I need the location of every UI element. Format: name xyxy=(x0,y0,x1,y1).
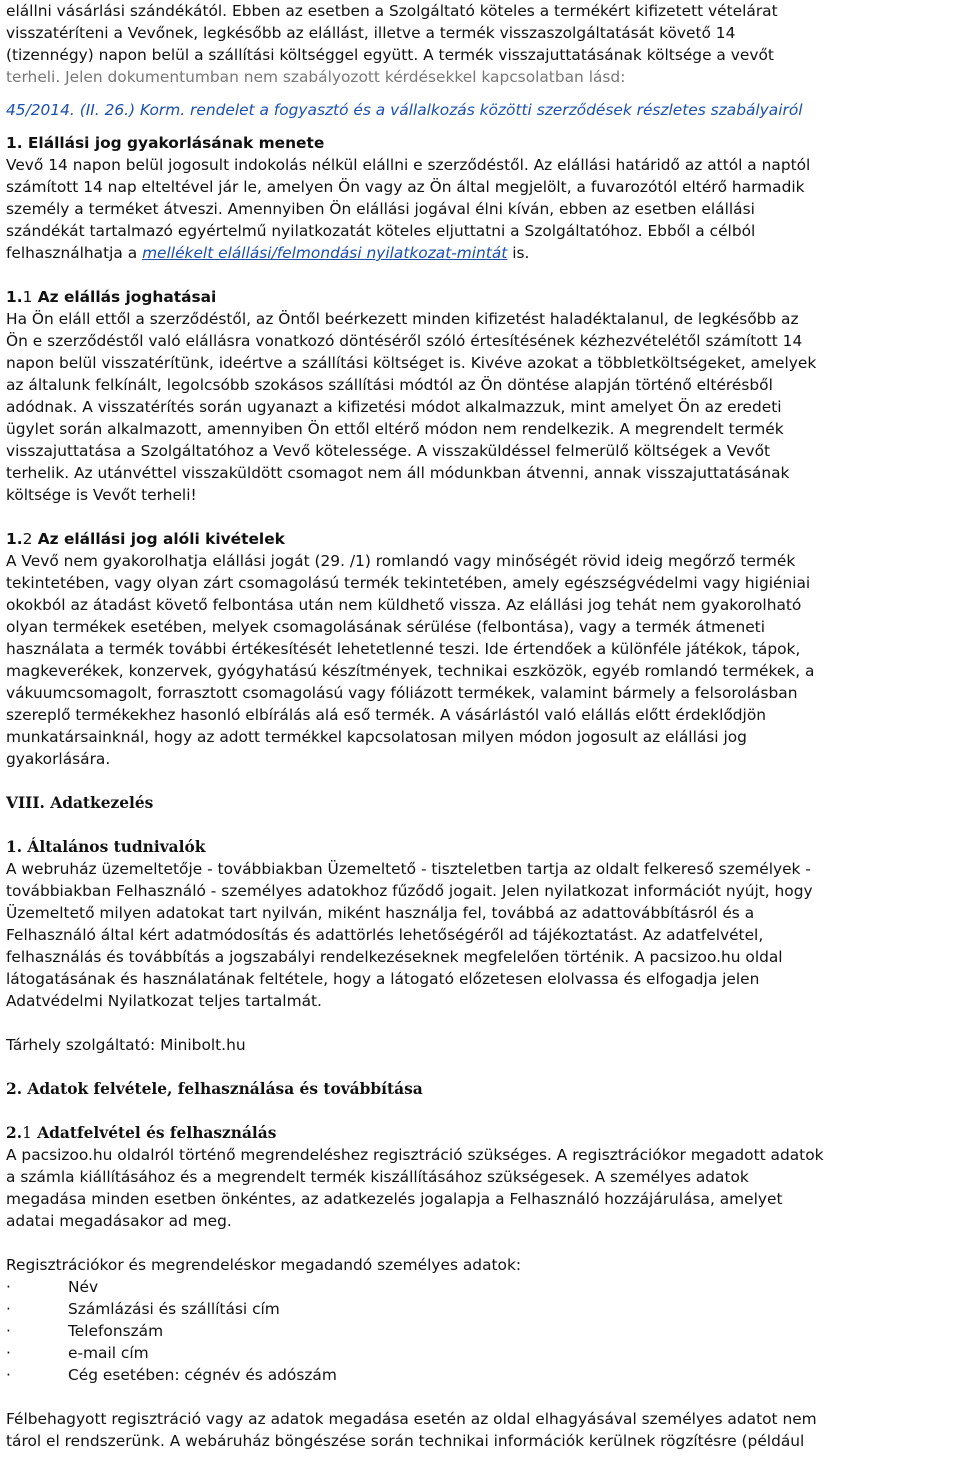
intro-paragraph xyxy=(6,0,956,88)
paragraph-line: olyan termékek esetében, melyek csomagolásának sérülése (felbontása), vagy a termék átmeneti xyxy=(6,618,765,636)
paragraph-line: munkatársainknál, hogy az adott termékkel kapcsolatosan milyen módon jogosult az elállási jog xyxy=(6,728,747,746)
list-item xyxy=(6,1342,956,1364)
withdrawal-form-link[interactable]: mellékelt elállási/felmondási nyilatkozat-mintát xyxy=(142,244,508,262)
section-withdrawal-procedure xyxy=(6,132,956,264)
paragraph-line: napon belül visszatérítünk, ideértve a szállítási költséget is. Kivéve azokat a többletköltségeket, amelyek xyxy=(6,354,817,372)
paragraph-line: vákuumcsomagolt, forrasztott csomagolású vagy fóliázott termékek, valamint bármely a felsorolásban xyxy=(6,684,798,702)
list-item xyxy=(6,1320,956,1342)
section-title: Az elállás joghatásai xyxy=(32,288,217,306)
paragraph-line: számított 14 nap elteltével jár le, amelyen Ön vagy az Ön által megjelölt, a fuvarozótól eltérő harmadik xyxy=(6,178,805,196)
paragraph-line: költsége is Vevőt terheli! xyxy=(6,486,197,504)
paragraph-line: felhasználás és továbbítás a jogszabályi rendelkezéseknek megfelelően történik. A pacsizoo.hu oldal xyxy=(6,948,783,966)
paragraph-line: Felhasználó által kért adatmódosítás és adattörlés lehetőségéről ad tájékoztatást. Az adatfelvétel, xyxy=(6,926,764,944)
paragraph-line: adódnak. A visszatérítés során ugyanazt a kifizetési módot alkalmazzuk, mint amelyet Ön az eredeti xyxy=(6,398,782,416)
bullet-mark: · xyxy=(6,1366,11,1384)
paragraph-line: Ön e szerződéstől való elállásra vonatkozó döntéséről szóló értesítésének kézhezvételétől számított 14 xyxy=(6,332,803,350)
bullet-mark: · xyxy=(6,1278,11,1296)
paragraph-line: okokból az átadást követő felbontása után nem küldhető vissza. Az elállási jog tehát nem gyakorolható xyxy=(6,596,802,614)
paragraph-line: Ha Ön eláll ettől a szerződéstől, az Öntől beérkezett minden kifizetést haladéktalanul, de legkésőbb az xyxy=(6,310,799,328)
paragraph-line: megadása minden esetben önkéntes, az adatkezelés jogalapja a Felhasználó hozzájárulása, amelyet xyxy=(6,1190,783,1208)
law-reference-link[interactable]: 45/2014. (II. 26.) Korm. rendelet a fogyasztó és a vállalkozás közötti szerződések részletes szabályairól xyxy=(6,101,803,119)
paragraph-line: magkeverékek, konzervek, gyógyhatású készítmények, technikai eszközök, egyéb romlandó termékek, a xyxy=(6,662,815,680)
section-general-info xyxy=(6,836,956,1056)
section-subnumber: 1 xyxy=(22,1124,32,1142)
paragraph-line: továbbiakban Felhasználó - személyes adatokhoz fűződő jogait. Jelen nyilatkozat információt nyújt, hogy xyxy=(6,882,813,900)
list-item-text: Telefonszám xyxy=(68,1322,164,1340)
section-title: Adatfelvétel és felhasználás xyxy=(31,1124,277,1142)
line-text: is. xyxy=(507,244,530,262)
paragraph-line: személy a terméket átveszi. Amennyiben Ön elállási jogával élni kíván, ebben az esetben elállási xyxy=(6,200,755,218)
paragraph-line: A webruház üzemeltetője - továbbiakban Üzemeltető - tiszteletben tartja az oldalt felkereső személyek - xyxy=(6,860,811,878)
section-heading: 2. Adatok felvétele, felhasználása és továbbítása xyxy=(6,1080,423,1098)
intro-line: terheli. Jelen dokumentumban nem szabályozott kérdésekkel kapcsolatban lásd: xyxy=(6,68,626,86)
section-number: 1. xyxy=(6,530,23,548)
list-item xyxy=(6,1276,956,1298)
paragraph-line: A Vevő nem gyakorolhatja elállási jogát (29. /1) romlandó vagy minőségét rövid ideig megőrző termék xyxy=(6,552,796,570)
section-number: 2. xyxy=(6,1124,23,1142)
list-item xyxy=(6,1364,956,1386)
paragraph-line: visszajuttatása a Szolgáltatóhoz a Vevő kötelessége. A visszaküldéssel felmerülő költségek a Vevőt xyxy=(6,442,771,460)
intro-line: visszatéríteni a Vevőnek, legkésőbb az elállást, illetve a termék visszaszolgáltatását követő 14 xyxy=(6,24,736,42)
section-withdrawal-exceptions xyxy=(6,528,956,770)
list-item-text: Cég esetében: cégnév és adószám xyxy=(68,1366,337,1384)
paragraph-line: látogatásának és használatának feltétele, hogy a látogató előzetesen elolvassa és elfogadja jelen xyxy=(6,970,760,988)
paragraph-line: Vevő 14 napon belül jogosult indokolás nélkül elállni e szerződéstől. Az elállási határidő az attól a naptól xyxy=(6,156,811,174)
paragraph-line: tárol el rendszerünk. A webáruház böngészése során technikai információk kerülnek rögzítésre (például xyxy=(6,1432,805,1450)
section-heading: 1. Elállási jog gyakorlásának menete xyxy=(6,134,325,152)
section-title: Az elállási jog alóli kivételek xyxy=(32,530,285,548)
section-subnumber: 2 xyxy=(22,530,33,548)
paragraph-line: a számla kiállításához és a megrendelt termék kiszállításához szükségesek. A személyes adatok xyxy=(6,1168,749,1186)
list-item-text: e-mail cím xyxy=(68,1344,149,1362)
bullet-mark: · xyxy=(6,1344,11,1362)
intro-line: elállni vásárlási szándékától. Ebben az esetben a Szolgáltató köteles a termékért kifizetett vételárat xyxy=(6,2,778,20)
list-item xyxy=(6,1298,956,1320)
intro-line: (tizennégy) napon belül a szállítási költséggel együtt. A termék visszajuttatásának költsége a vevőt xyxy=(6,46,774,64)
list-item-text: Számlázási és szállítási cím xyxy=(68,1300,280,1318)
bullet-mark: · xyxy=(6,1300,11,1318)
section-number: 1. xyxy=(6,288,23,306)
paragraph-line: használata a termék további értékesítését lehetetlenné teszi. Ide értendőek a különféle játékok, tápok, xyxy=(6,640,801,658)
paragraph-line: ügylet során alkalmazott, amennyiben Ön ettől eltérő módon nem rendelkezik. A megrendelt termék xyxy=(6,420,784,438)
section-heading xyxy=(6,286,956,308)
section-heading: 1. Általános tudnivalók xyxy=(6,838,206,856)
section-withdrawal-effects xyxy=(6,286,956,506)
paragraph-line: Adatvédelmi Nyilatkozat teljes tartalmát. xyxy=(6,992,322,1010)
paragraph-line: szereplő termékekhez hasonló elbírálás alá eső termék. A vásárlástól való elállás előtt érdeklődjön xyxy=(6,706,766,724)
bullet-mark: · xyxy=(6,1322,11,1340)
paragraph-line: az általunk felkínált, legolcsóbb szokásos szállítási módtól az Ön döntése alapján történő eltérésből xyxy=(6,376,773,394)
line-text: felhasználhatja a xyxy=(6,244,143,262)
paragraph-line: tekintetében, vagy olyan zárt csomagolású termék tekintetében, amely egészségvédelmi vagy higiéniai xyxy=(6,574,811,592)
chapter-heading: VIII. Adatkezelés xyxy=(6,794,154,812)
hosting-provider: Tárhely szolgáltató: Minibolt.hu xyxy=(6,1036,246,1054)
section-subnumber: 1 xyxy=(22,288,33,306)
paragraph-line xyxy=(6,242,956,264)
paragraph-line: Üzemeltető milyen adatokat tart nyilván, miként használja fel, továbbá az adattovábbításról és a xyxy=(6,904,755,922)
list-item-text: Név xyxy=(68,1278,99,1296)
section-heading xyxy=(6,1122,956,1144)
section-data-collection xyxy=(6,1122,956,1452)
paragraph-line: adatai megadásakor ad meg. xyxy=(6,1212,232,1230)
paragraph-line: szándékát tartalmazó egyértelmű nyilatkozatát köteles eljuttatni a Szolgáltatóhoz. Ebből a célból xyxy=(6,222,756,240)
paragraph-line: gyakorlására. xyxy=(6,750,111,768)
section-heading xyxy=(6,528,956,550)
paragraph-line: terhelik. Az utánvéttel visszaküldött csomagot nem áll módunkban átvenni, annak visszajuttatásának xyxy=(6,464,790,482)
paragraph-line: A pacsizoo.hu oldalról történő megrendeléshez regisztráció szükséges. A regisztrációkor megadott adatok xyxy=(6,1146,824,1164)
paragraph-line: Félbehagyott regisztráció vagy az adatok megadása esetén az oldal elhagyásával személyes adatot nem xyxy=(6,1410,817,1428)
list-intro: Regisztrációkor és megrendeléskor megadandó személyes adatok: xyxy=(6,1256,522,1274)
